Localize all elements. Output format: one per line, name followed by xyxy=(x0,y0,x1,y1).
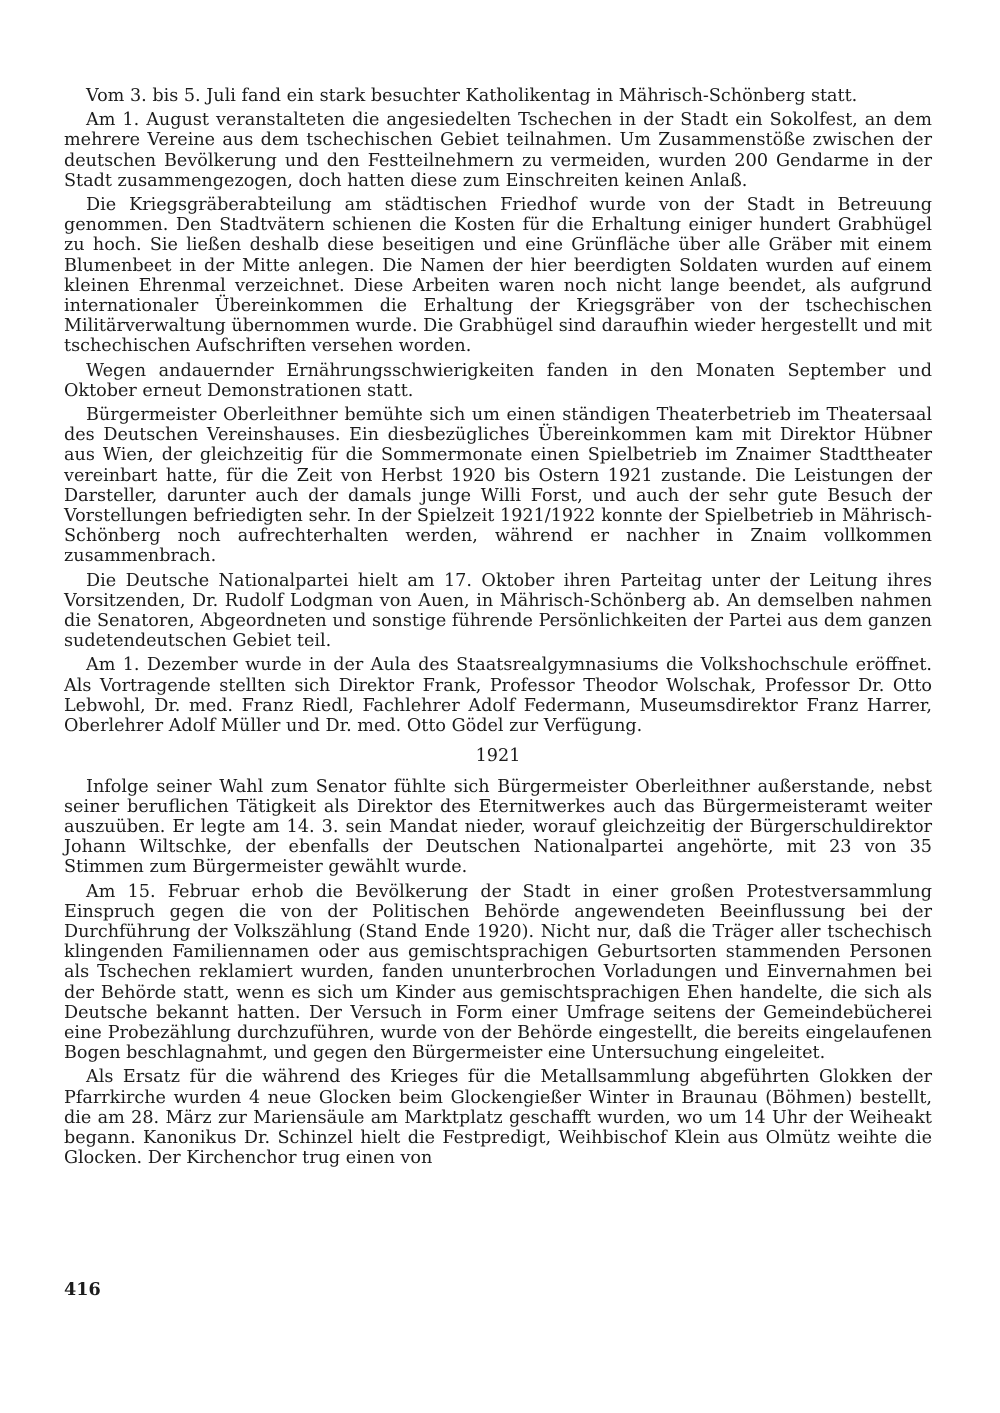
year-heading: 1921 xyxy=(475,746,521,767)
paragraph-demonstrationen: Wegen andauernder Ernährungsschwierigkeiten fanden in den Monaten September und Oktober erneut Demonstrationen statt. xyxy=(64,360,932,401)
paragraph-nationalpartei: Die Deutsche Nationalpartei hielt am 17. Oktober ihren Parteitag unter der Leitung ihres Vorsitzenden, Dr. Rudolf Lodgman von Auen, in Mährisch-Schönberg ab. An demselben nahmen die Senatoren, Abgeordneten und sonstige führende Persönlichkeiten der Partei aus dem ganzen sudetendeutschen Gebiet teil. xyxy=(64,570,932,652)
paragraph-volkszaehlung: Am 15. Februar erhob die Bevölkerung der Stadt in einer großen Protestversammlung Einspruch gegen die von der Politischen Behörde angewendeten Beeinflussung bei der Durchführung der Volkszählung (Stand Ende 1920). Nicht nur, daß die Träger aller tschechisch klingenden Familiennamen oder aus gemischtsprachigen Geburtsorten stammenden Personen als Tschechen reklamiert wurden, fanden ununterbrochen Vorladungen und Einvernahmen bei der Behörde statt, wenn es sich um Kinder aus gemischtsprachigen Ehen handelte, die sich als Deutsche bekannt hatten. Der Versuch in Form einer Umfrage seitens der Gemeindebücherei eine Probezählung durchzuführen, wurde von der Behörde eingestellt, die bereits eingelaufenen Bogen beschlagnahmt, und gegen den Bürgermeister eine Untersuchung eingeleitet. xyxy=(64,881,932,1064)
paragraph-katholikentag: Vom 3. bis 5. Juli fand ein stark besuchter Katholikentag in Mährisch-Schönberg statt. xyxy=(86,86,858,106)
paragraph-kriegsgraeber: Die Kriegsgräberabteilung am städtischen Friedhof wurde von der Stadt in Betreuung genommen. Den Stadtvätern schienen die Kosten für die Erhaltung einiger hundert Grabhügel zu hoch. Sie ließen deshalb diese beseitigen und eine Grünfläche über alle Gräber mit einem Blumenbeet in der Mitte anlegen. Die Namen der hier beerdigten Soldaten wurden auf einem kleinen Ehrenmal verzeichnet. Diese Arbeiten waren noch nicht lange beendet, als aufgrund internationaler Übereinkommen die Erhaltung der Kriegsgräber von der tschechischen Militärverwaltung übernommen wurde. Die Grabhügel sind daraufhin wieder hergestellt und mit tschechischen Aufschriften versehen worden. xyxy=(64,195,932,357)
paragraph-volkshochschule: Am 1. Dezember wurde in der Aula des Staatsrealgymnasiums die Volkshochschule eröffnet. Als Vortragende stellten sich Direktor Frank, Professor Theodor Wolschak, Professor Dr. Otto Lebwohl, Dr. med. Franz Riedl, Fachlehrer Adolf Federmann, Museumsdirektor Franz Harrer, Oberlehrer Adolf Müller und Dr. med. Otto Gödel zur Verfügung. xyxy=(64,655,932,737)
paragraph-sokolfest: Am 1. August veranstalteten die angesiedelten Tschechen in der Stadt ein Sokolfest, an dem mehrere Vereine aus dem tschechischen Gebiet teilnahmen. Um Zusammenstöße zwischen der deutschen Bevölkerung und den Festteilnehmern zu vermeiden, wurden 200 Gendarme in der Stadt zusammengezogen, doch hatten diese zum Einschreiten keinen Anlaß. xyxy=(64,110,932,191)
paragraph-theaterbetrieb: Bürgermeister Oberleithner bemühte sich um einen ständigen Theaterbetrieb im Theatersaal des Deutschen Vereinshauses. Ein diesbezügliches Übereinkommen kam mit Direktor Hübner aus Wien, der gleichzeitig für die Sommermonate einen Spielbetrieb im Znaimer Stadttheater vereinbart hatte, für die Zeit von Herbst 1920 bis Ostern 1921 zustande. Die Leistungen der Darsteller, darunter auch der damals junge Willi Forst, und auch der sehr gute Besuch der Vorstellungen befriedigten sehr. In der Spielzeit 1921/1922 konnte der Spielbetrieb in Mährisch-Schönberg noch aufrechterhalten werden, während er nachher in Znaim vollkommen zusammenbrach. xyxy=(64,405,932,567)
paragraph-buergermeisterwahl: Infolge seiner Wahl zum Senator fühlte sich Bürgermeister Oberleithner außerstande, nebst seiner beruflichen Tätigkeit als Direktor des Eternitwerkes auch das Bürgermeisteramt weiter auszuüben. Er legte am 14. 3. sein Mandat nieder, worauf gleichzeitig der Bürgerschuldirektor Johann Wiltschke, der ebenfalls der Deutschen Nationalpartei angehörte, mit 23 von 35 Stimmen zum Bürgermeister gewählt wurde. xyxy=(64,776,932,878)
paragraph-glocken: Als Ersatz für die während des Krieges für die Metallsammlung abgeführten Glokken der Pfarrkirche wurden 4 neue Glocken beim Glockengießer Winter in Braunau (Böhmen) bestellt, die am 28. März zur Mariensäule am Marktplatz geschafft wurden, wo um 14 Uhr der Weiheakt begann. Kanonikus Dr. Schinzel hielt die Festpredigt, Weihbischof Klein aus Olmütz weihte die Glocken. Der Kirchenchor trug einen von xyxy=(64,1067,932,1169)
page-number: 416 xyxy=(64,1279,101,1300)
page-body xyxy=(64,86,932,1172)
